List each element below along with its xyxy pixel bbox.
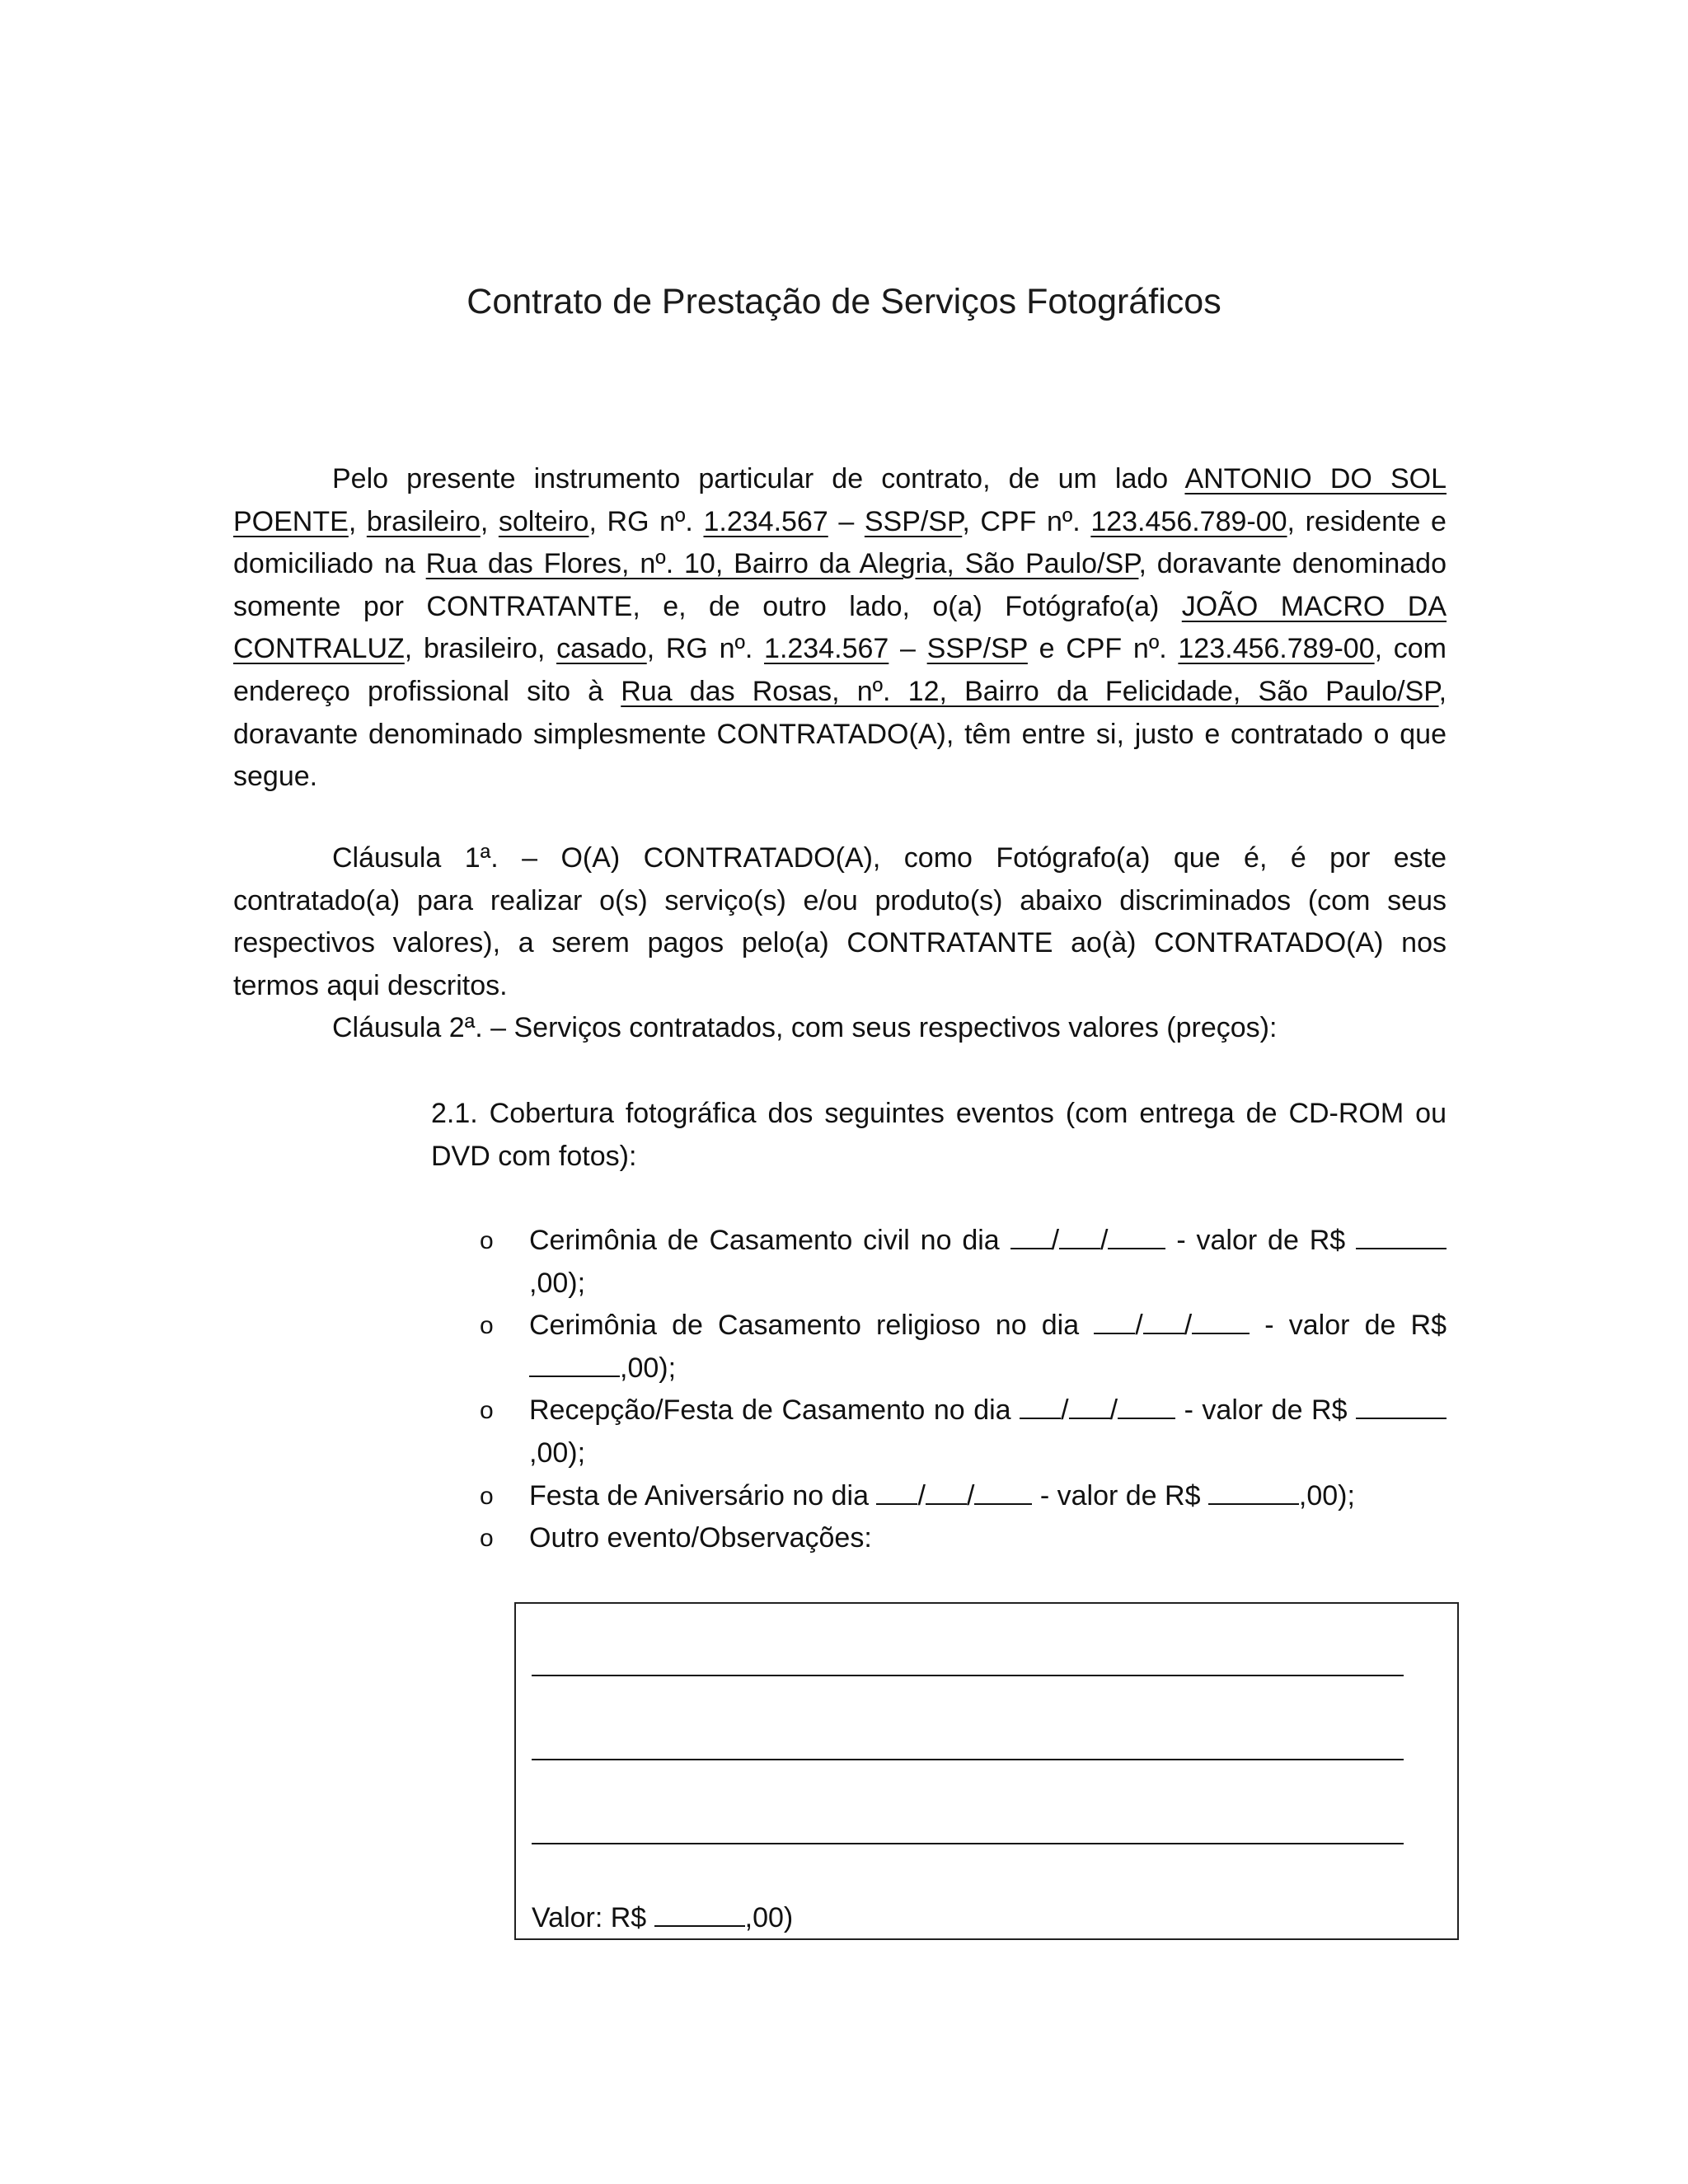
- preamble-text: , doravante denominado somente por CONTRATANTE, e, de outro lado, o(a) Fotógrafo(a): [233, 548, 1447, 622]
- preamble-paragraph: [233, 458, 1447, 799]
- observation-line-1[interactable]: [532, 1675, 1404, 1676]
- year-blank[interactable]: [1108, 1221, 1165, 1249]
- date-separator: /: [1100, 1225, 1109, 1256]
- clause-1: [233, 837, 1447, 1007]
- preamble-text: ,: [480, 505, 499, 537]
- preamble-text: e CPF nº.: [1027, 633, 1179, 665]
- event-label: Outro evento/Observações:: [529, 1522, 872, 1554]
- value-label: Valor: R$: [532, 1902, 654, 1933]
- observations-box: [514, 1602, 1459, 1940]
- preamble-text: –: [889, 633, 927, 665]
- observation-line-2[interactable]: [532, 1759, 1404, 1760]
- contratante-rg: 1.234.567: [703, 505, 828, 537]
- event-outro: [471, 1517, 1447, 1560]
- event-label: Cerimônia de Casamento civil no dia: [529, 1225, 1000, 1256]
- value-label: - valor de R$: [1165, 1225, 1357, 1256]
- value-cents: ,00);: [620, 1352, 677, 1384]
- month-blank[interactable]: [926, 1477, 967, 1505]
- preamble-text: , RG nº.: [646, 633, 765, 665]
- date-separator: /: [1135, 1310, 1143, 1342]
- month-blank[interactable]: [1069, 1391, 1110, 1419]
- value-cents: ,00);: [529, 1436, 586, 1469]
- value-blank[interactable]: [529, 1349, 620, 1377]
- value-cents: ,00): [744, 1902, 794, 1933]
- contratante-rg-issuer: SSP/SP: [864, 505, 963, 537]
- contratante-name: ANTONIO DO SOL POENTE: [233, 463, 1447, 537]
- clause-2: Cláusula 2ª. – Serviços contratados, com seus respectivos valores (preços):: [332, 1012, 1278, 1043]
- bullet-circle-icon: o: [480, 1312, 494, 1340]
- event-list: [471, 1220, 1447, 1560]
- preamble-text: , brasileiro,: [404, 633, 557, 665]
- date-separator: /: [966, 1479, 975, 1511]
- value-label: - valor de R$: [1250, 1310, 1447, 1342]
- event-label: Recepção/Festa de Casamento no dia: [529, 1394, 1011, 1427]
- preamble-text: , CPF nº.: [962, 505, 1091, 537]
- value-blank[interactable]: [1356, 1391, 1447, 1419]
- day-blank[interactable]: [1010, 1221, 1052, 1249]
- clause-1-text: Cláusula 1ª. – O(A) CONTRATADO(A), como Fotógrafo(a) que é, é por este contratado(a) para realizar o(s) serviço(s) e/ou produto(s) abaixo discriminados (com seus respectivos valores), a serem pagos pelo(a) CONTRATANTE ao(à) CONTRATADO(A) nos termos aqui descritos.: [233, 842, 1447, 1001]
- value-cents: ,00);: [529, 1267, 586, 1299]
- contratado-name: JOÃO MACRO DA CONTRALUZ: [233, 590, 1447, 665]
- date-separator: /: [1184, 1310, 1193, 1342]
- date-separator: /: [1061, 1394, 1069, 1427]
- bullet-circle-icon: o: [480, 1482, 494, 1510]
- day-blank[interactable]: [1020, 1391, 1061, 1419]
- event-aniversario: [471, 1475, 1447, 1518]
- value-blank[interactable]: [1208, 1477, 1299, 1505]
- contratante-marital-status: solteiro: [498, 505, 589, 537]
- preamble-text: Pelo presente instrumento particular de contrato, de um lado: [332, 463, 1185, 494]
- year-blank[interactable]: [1118, 1391, 1175, 1419]
- value-label: - valor de R$: [1175, 1394, 1357, 1427]
- contratado-address: Rua das Rosas, nº. 12, Bairro da Felicidade, São Paulo/SP: [621, 675, 1439, 707]
- year-blank[interactable]: [1192, 1306, 1250, 1334]
- date-separator: /: [1051, 1225, 1060, 1256]
- date-separator: /: [917, 1479, 926, 1511]
- date-separator: /: [1109, 1394, 1118, 1427]
- observation-line-3[interactable]: [532, 1843, 1404, 1844]
- event-recepcao: [471, 1390, 1447, 1474]
- bullet-circle-icon: o: [480, 1525, 494, 1553]
- preamble-text: –: [828, 505, 865, 537]
- day-blank[interactable]: [876, 1477, 917, 1505]
- bullet-circle-icon: o: [480, 1227, 494, 1254]
- preamble-text: , com endereço profissional sito à: [233, 633, 1447, 707]
- year-blank[interactable]: [974, 1477, 1032, 1505]
- preamble-text: , RG nº.: [588, 505, 704, 537]
- preamble-text: ,: [348, 505, 367, 537]
- preamble-text: , residente e domiciliado na: [233, 505, 1447, 580]
- event-label: Festa de Aniversário no dia: [529, 1479, 870, 1511]
- value-blank[interactable]: [1356, 1221, 1447, 1249]
- item-2-1: 2.1. Cobertura fotográfica dos seguintes eventos (com entrega de CD-ROM ou DVD com fotos):: [431, 1098, 1447, 1172]
- month-blank[interactable]: [1143, 1306, 1184, 1334]
- event-civil: [471, 1220, 1447, 1305]
- contratante-cpf: 123.456.789-00: [1090, 505, 1287, 537]
- event-label: Cerimônia de Casamento religioso no dia: [529, 1310, 1080, 1342]
- bullet-circle-icon: o: [480, 1397, 494, 1425]
- month-blank[interactable]: [1059, 1221, 1100, 1249]
- value-cents: ,00);: [1298, 1479, 1355, 1511]
- day-blank[interactable]: [1094, 1306, 1135, 1334]
- contratado-cpf: 123.456.789-00: [1178, 633, 1375, 665]
- value-label: - valor de R$: [1032, 1479, 1208, 1511]
- preamble-text: , doravante denominado simplesmente CONTRATADO(A), têm entre si, justo e contratado o que segue.: [233, 675, 1447, 793]
- contratado-rg-issuer: SSP/SP: [926, 633, 1028, 665]
- contratante-address: Rua das Flores, nº. 10, Bairro da Alegria, São Paulo/SP: [425, 548, 1139, 580]
- contratante-nationality: brasileiro: [366, 505, 481, 537]
- document-title: Contrato de Prestação de Serviços Fotográficos: [467, 282, 1221, 321]
- event-religioso: [471, 1305, 1447, 1390]
- observations-value: [532, 1897, 793, 1940]
- contratado-marital-status: casado: [556, 633, 647, 665]
- value-blank[interactable]: [654, 1899, 745, 1927]
- contratado-rg: 1.234.567: [764, 633, 889, 665]
